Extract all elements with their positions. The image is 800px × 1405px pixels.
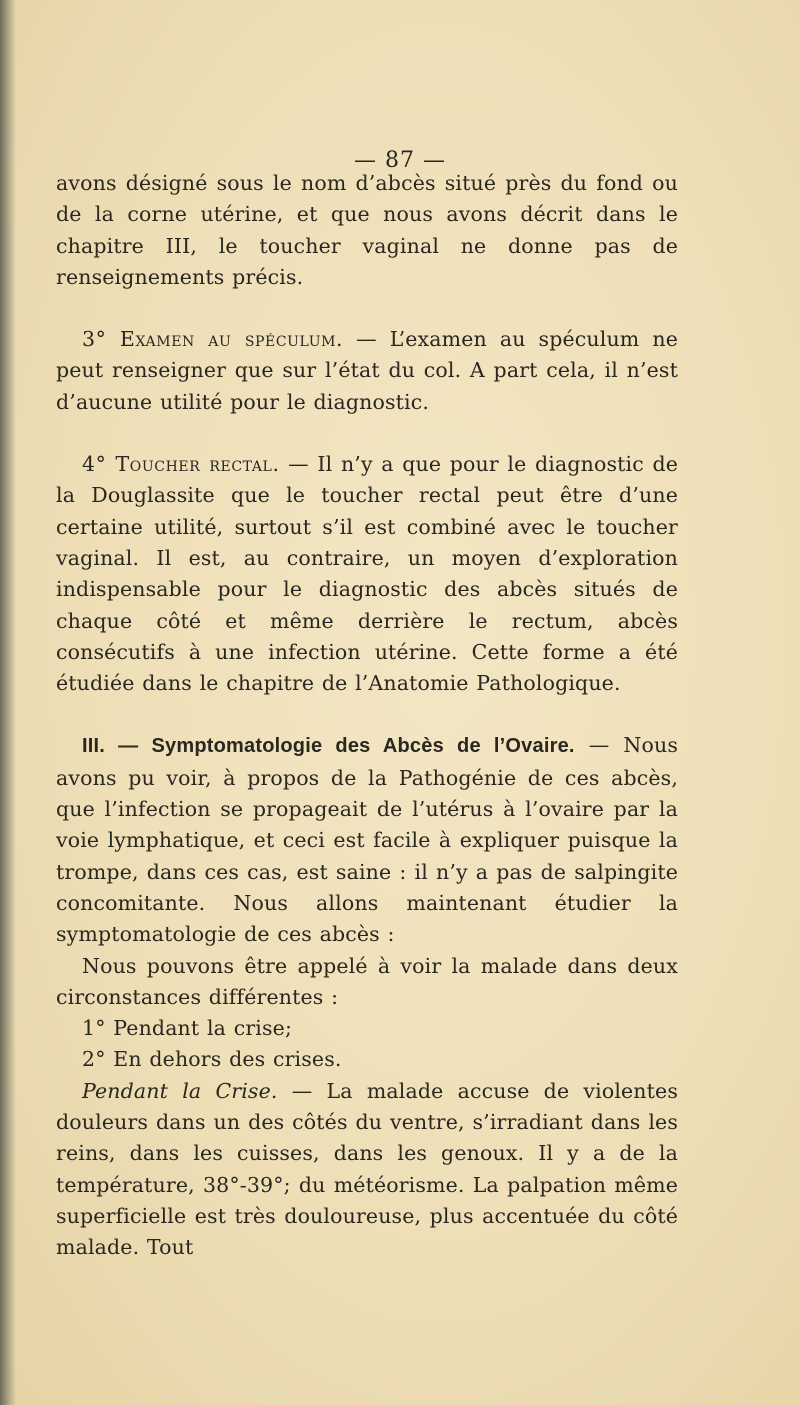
- page-body: [56, 168, 678, 1264]
- paragraph-toucher-rectal-text: — Il n’y a que pour le diagnostic de la Douglassite que le toucher rectal peut être d’une certaine utilité, surtout s’il est combiné avec le toucher vaginal. Il est, au contraire, un moyen d’exploration indispensable pour le diagnostic des abcès situés de chaque côté et même derrière le rectum, abcès consécutifs à une infection utérine. Cette forme a été étudiée dans le chapitre de l’Anatomie Pathologique.: [56, 452, 678, 696]
- page-edge-shadow: [0, 0, 16, 1405]
- page-number: — 87 —: [354, 148, 446, 173]
- paragraph-pendant-crise-text: — La malade accuse de violentes douleurs dans un des côtés du ventre, s’irradiant dans les reins, dans les cuisses, dans les genoux. Il y a de la température, 38°-39°; du météorisme. La palpation même superficielle est très douloureuse, plus accentuée du côté malade. Tout: [56, 1078, 678, 1260]
- list-item-hors-crises: 2° En dehors des crises.: [82, 1047, 342, 1072]
- section-label-speculum: 3° Examen au spéculum.: [82, 327, 344, 352]
- paragraph-speculum: [56, 324, 678, 418]
- paragraph-symptomatologie: [56, 730, 678, 950]
- paragraph-pendant-crise: [56, 1076, 678, 1264]
- paragraph-continuation: avons désigné sous le nom d’abcès situé près du fond ou de la corne utérine, et que nous avons décrit dans le chapitre III, le toucher vaginal ne donne pas de renseignements précis.: [56, 171, 678, 289]
- subsection-label-pendant-crise: Pendant la Crise.: [82, 1078, 278, 1103]
- paragraph-toucher-rectal: [56, 449, 678, 699]
- list-item-pendant-crise: 1° Pendant la crise;: [82, 1016, 293, 1041]
- paragraph-circonstances: Nous pouvons être appelé à voir la malade dans deux circonstances différentes :: [56, 953, 678, 1009]
- section-label-toucher-rectal: 4° Toucher rectal.: [82, 452, 280, 477]
- paragraph-speculum-text: — L’examen au spéculum ne peut renseigner que sur l’état du col. A part cela, il n’est d’aucune utilité pour le diagnostic.: [56, 327, 678, 414]
- section-heading-symptomatologie: III. — Symptomatologie des Abcès de l’Ovaire.: [82, 735, 575, 758]
- paragraph-symptomatologie-text: — Nous avons pu voir, à propos de la Pathogénie de ces abcès, que l’infection se propageait de l’utérus à l’ovaire par la voie lymphatique, et ceci est facile à expliquer puisque la trompe, dans ces cas, est saine : il n’y a pas de salpingite concomitante. Nous allons maintenant étudier la symptomatologie de ces abcès :: [56, 733, 678, 947]
